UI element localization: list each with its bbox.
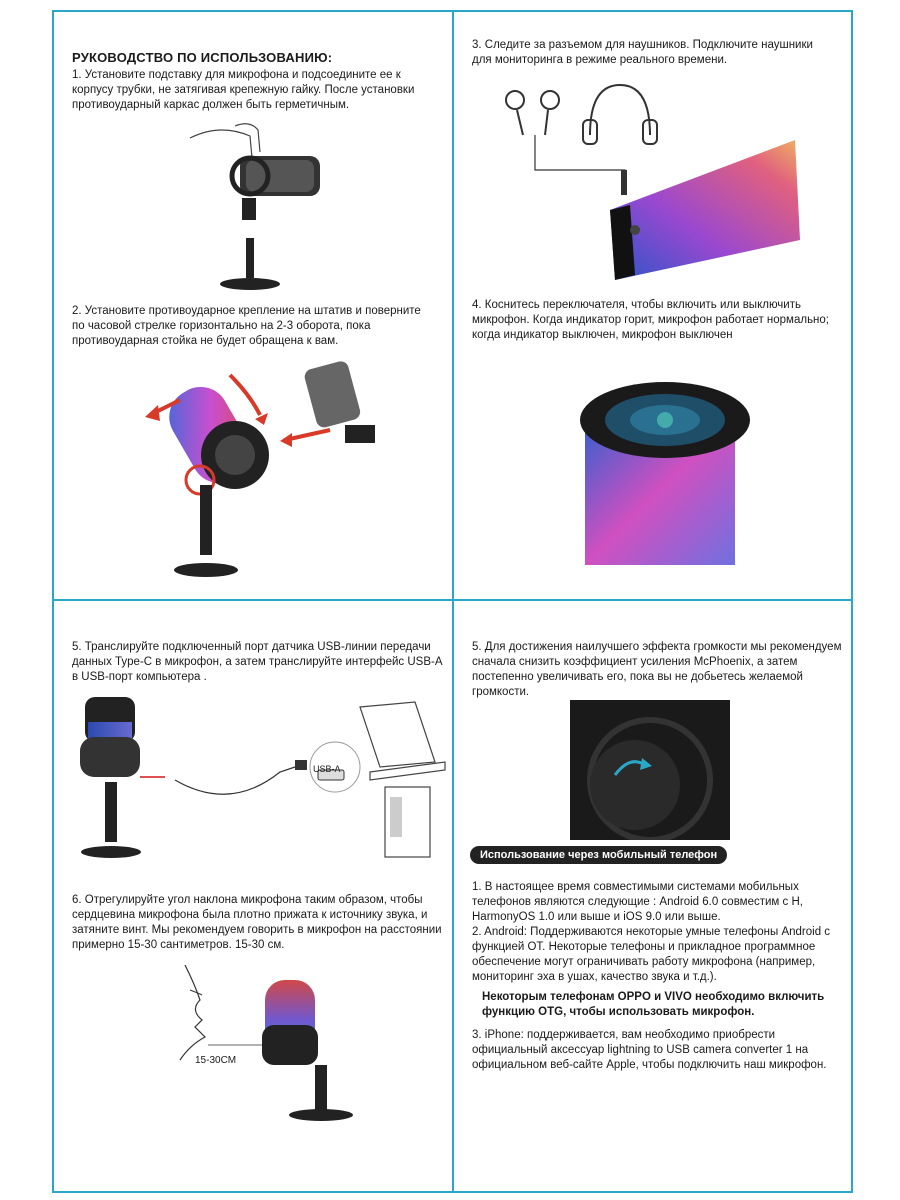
gain-knob-illustration	[570, 700, 730, 840]
step-6-text: 6. Отрегулируйте угол наклона микрофона таким образом, чтобы сердцевина микрофона была плотно прижата к источнику звука, и затяните винт. Мы рекомендуем говорить в микрофон на расстоянии примерно 15-30 сантиметров. 15-30 см.	[72, 894, 442, 951]
headphone-jack-illustration	[495, 80, 805, 280]
mic-stand-assembly-illustration	[180, 118, 340, 298]
step-2-text: 2. Установите противоударное крепление на штатив и поверните по часовой стрелке горизонтально на 2-3 оборота, пока противоударная стойка не будет обращена к вам.	[72, 305, 421, 347]
step-1-text: 1. Установите подставку для микрофона и подсоедините ее к корпусу трубки, не затягивая крепежную гайку. После установки противоударный каркас должен быть герметичным.	[72, 69, 415, 111]
mobile-item-1: 1. В настоящее время совместимыми системами мобильных телефонов являются следующие : Android 6.0 совместим с H, HarmonyOS 1.0 или выше и iOS 9.0 или выше.	[472, 881, 803, 923]
usb-a-label: USB-A	[313, 764, 341, 774]
vertical-divider	[452, 10, 454, 1193]
step-3-text: 3. Следите за разъемом для наушников. Подключите наушники для мониторинга в режиме реального времени.	[472, 39, 813, 66]
shock-mount-rotation-illustration	[140, 355, 390, 580]
horizontal-divider	[52, 599, 853, 601]
step-5-volume-text: 5. Для достижения наилучшего эффекта громкости мы рекомендуем сначала снизить коэффициент усиления McPhoenix, а затем постепенно увеличивать его, пока вы не добьетесь желаемой громкости.	[472, 641, 842, 698]
mobile-item-2: 2. Android: Поддерживаются некоторые умные телефоны Android с функцией OT. Некоторые телефоны и прикладное программное обеспечение могут ограничивать работу микрофона (например, мониторинг эха в ушах, качество звука и т.д.).	[472, 926, 831, 983]
mobile-section-badge: Использование через мобильный телефон	[470, 846, 727, 864]
otg-note: Некоторым телефонам OPPO и VIVO необходимо включить функцию OTG, чтобы использовать микрофон.	[482, 991, 825, 1018]
distance-label: 15-30CM	[195, 1055, 237, 1066]
page-title: РУКОВОДСТВО ПО ИСПОЛЬЗОВАНИЮ:	[72, 50, 333, 65]
step-4-text: 4. Коснитесь переключателя, чтобы включить или выключить микрофон. Когда индикатор горит, микрофон работает нормально; когда индикатор выключен, микрофон выключен	[472, 299, 829, 341]
speaking-distance-illustration	[150, 965, 380, 1125]
mobile-item-3: 3. iPhone: поддерживается, вам необходимо приобрести официальный аксессуар lightning to USB camera converter 1 на официальном веб-сайте Apple, чтобы подключить наш микрофон.	[472, 1029, 827, 1071]
step-5-usb-text: 5. Транслируйте подключенный порт датчика USB-линии передачи данных Type-C в микрофон, а затем транслируйте интерфейс USB-A в USB-порт компьютера .	[72, 641, 442, 683]
usb-connection-illustration	[70, 692, 450, 867]
touch-switch-illustration	[575, 375, 755, 565]
